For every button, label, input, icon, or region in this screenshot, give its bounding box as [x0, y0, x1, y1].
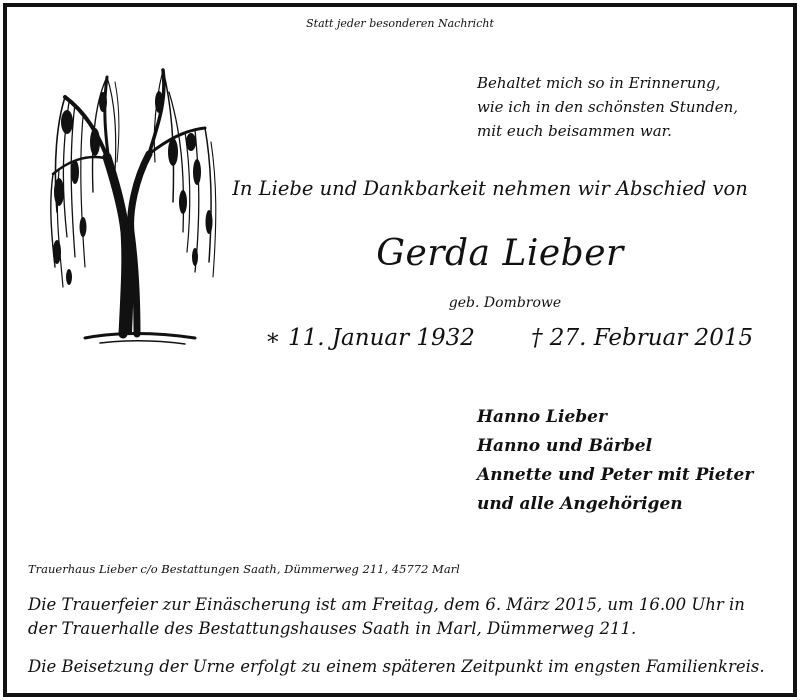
mourners-list — [477, 403, 753, 519]
ceremony-line: der Trauerhalle des Bestattungshauses Saath in Marl, Dümmerweg 211. — [28, 619, 637, 638]
ceremony-line: Die Trauerfeier zur Einäscherung ist am Freitag, dem 6. März 2015, um 16.00 Uhr in — [28, 595, 745, 614]
maiden-name: geb. Dombrowe — [448, 295, 562, 311]
obituary-frame — [3, 3, 797, 697]
mourner-name: Hanno und Bärbel — [477, 436, 653, 456]
deceased-name: Gerda Lieber — [376, 233, 624, 274]
ceremony-text — [28, 593, 788, 641]
intro-text: In Liebe und Dankbarkeit nehmen wir Abschied von — [232, 177, 748, 200]
death-date: † 27. Februar 2015 — [531, 325, 754, 351]
mourner-name: und alle Angehörigen — [477, 494, 683, 514]
header-note: Statt jeder besonderen Nachricht — [306, 17, 494, 30]
mourning-house-address: Trauerhaus Lieber c/o Bestattungen Saath, Dümmerweg 211, 45772 Marl — [28, 562, 460, 576]
burial-text: Die Beisetzung der Urne erfolgt zu einem späteren Zeitpunkt im engsten Familienkreis. — [28, 657, 765, 676]
mourner-name: Hanno Lieber — [477, 407, 607, 427]
poem-line: wie ich in den schönsten Stunden, — [477, 98, 739, 116]
birth-date: ∗ 11. Januar 1932 — [265, 325, 475, 351]
mourner-name: Annette und Peter mit Pieter — [477, 465, 754, 485]
poem-line: mit euch beisammen war. — [477, 122, 672, 140]
poem-line: Behaltet mich so in Erinnerung, — [477, 74, 721, 92]
poem — [477, 71, 777, 143]
